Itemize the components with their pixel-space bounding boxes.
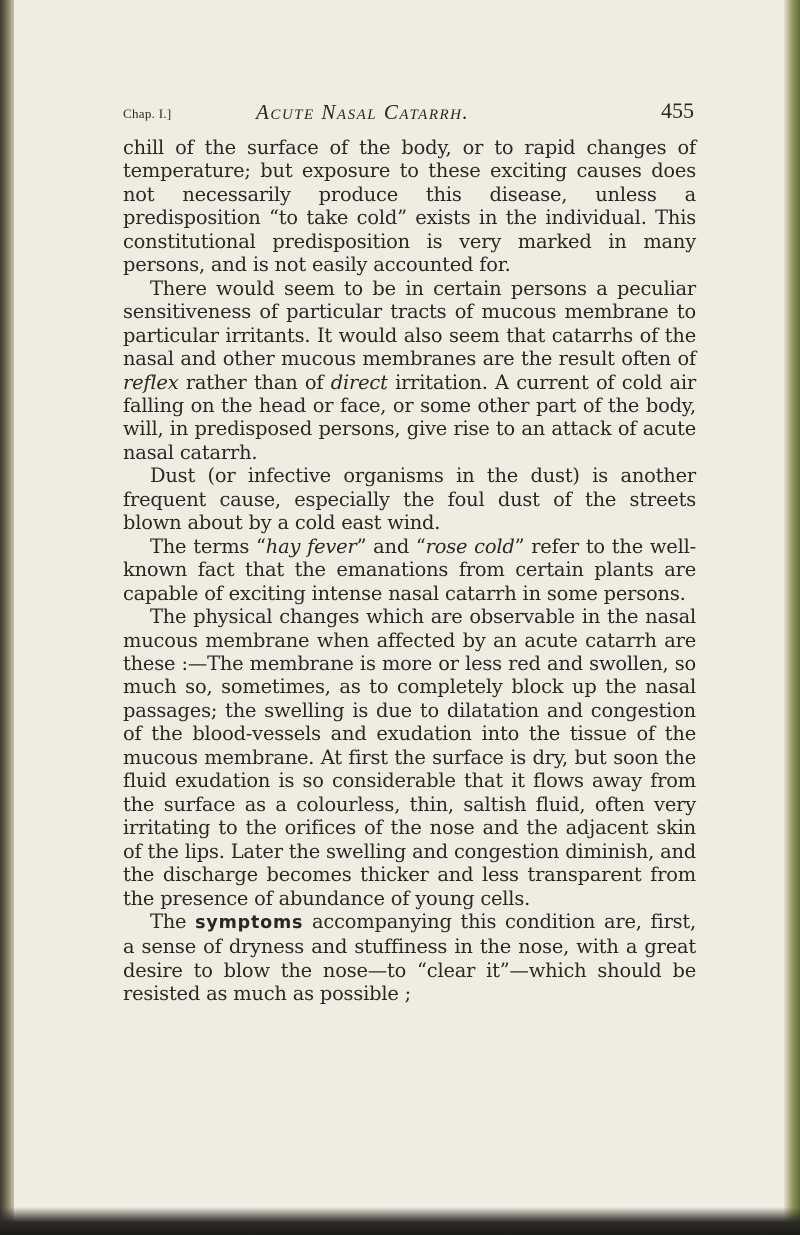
page-number: 455 xyxy=(661,98,694,123)
italic-term-hay-fever: hay fever xyxy=(265,534,357,558)
italic-term-direct: direct xyxy=(330,370,388,394)
paragraph-2-text-a: There would seem to be in certain persons a peculiar sensitiveness of particular tracts of mucous membrane to particular irritants. It would also seem that catarrhs of the nasal and other mucous membranes are the result often of xyxy=(123,276,696,371)
paragraph-4-text-b: ” and “ xyxy=(356,534,426,558)
bold-term-symptoms: symptoms xyxy=(195,912,304,933)
paragraph-6-text-b: accompanying this condition are, first, a sense of dryness and stuffiness in the nose, with a great desire to blow the nose—to “clear it”—which should be resisted as much as possible ; xyxy=(123,909,697,1006)
paragraph-1 xyxy=(123,136,696,277)
running-title: Acute Nasal Catarrh. xyxy=(256,100,470,124)
paragraph-4-text-a: The terms “ xyxy=(150,534,266,558)
page-bottom-edge xyxy=(0,1207,800,1235)
paragraph-5-text: The physical changes which are observable in the nasal mucous membrane when affected by an acute catarrh are these :—The membrane is more or less red and swollen, so much so, sometimes, as to completely block up the nasal passages; the swelling is due to dilatation and congestion of the blood-vessels and exudation into the tissue of the mucous membrane. At first the surface is dry, but soon the fluid exudation is so considerable that it flows away from the surface as a colourless, thin, saltish fluid, often very irritating to the orifices of the nose and the adjacent skin of the lips. Later the swelling and congestion diminish, and the discharge becomes thicker and less transparent from the presence of abundance of young cells. xyxy=(123,605,696,910)
paragraph-4-text-c: ” refer to the well-known fact that the emanations from certain plants are capable of exciting intense nasal catarrh in some persons. xyxy=(123,534,696,605)
paragraph-2-text-b: rather than of xyxy=(185,370,324,394)
paragraph-2 xyxy=(123,277,696,465)
body-text xyxy=(123,136,696,1006)
paragraph-6-text-a: The xyxy=(150,909,187,933)
paragraph-1-text: chill of the surface of the body, or to rapid changes of temperature; but exposure to these exciting causes does not necessarily produce this disease, unless a predisposition “to take cold” exists in the individual. This constitutional predisposition is very marked in many persons, and is not easily accounted for. xyxy=(123,136,696,277)
paragraph-6 xyxy=(123,910,696,1006)
italic-term-reflex: reflex xyxy=(123,370,179,394)
running-head xyxy=(123,96,694,130)
page-gutter-right xyxy=(784,0,800,1235)
paragraph-3 xyxy=(123,464,696,534)
italic-term-rose-cold: rose cold xyxy=(425,534,515,558)
paragraph-5 xyxy=(123,605,696,910)
chapter-label: Chap. I.] xyxy=(123,106,172,121)
paragraph-4 xyxy=(123,535,696,605)
paragraph-2-text-c: irritation. A current of cold air falling on the head or face, or some other part of the body, will, in predisposed persons, give rise to an attack of acute nasal catarrh. xyxy=(123,370,697,464)
paragraph-3-text: Dust (or infective organisms in the dust) is another frequent cause, especially the foul dust of the streets blown about by a cold east wind. xyxy=(123,464,696,535)
page-gutter-left xyxy=(0,0,14,1235)
